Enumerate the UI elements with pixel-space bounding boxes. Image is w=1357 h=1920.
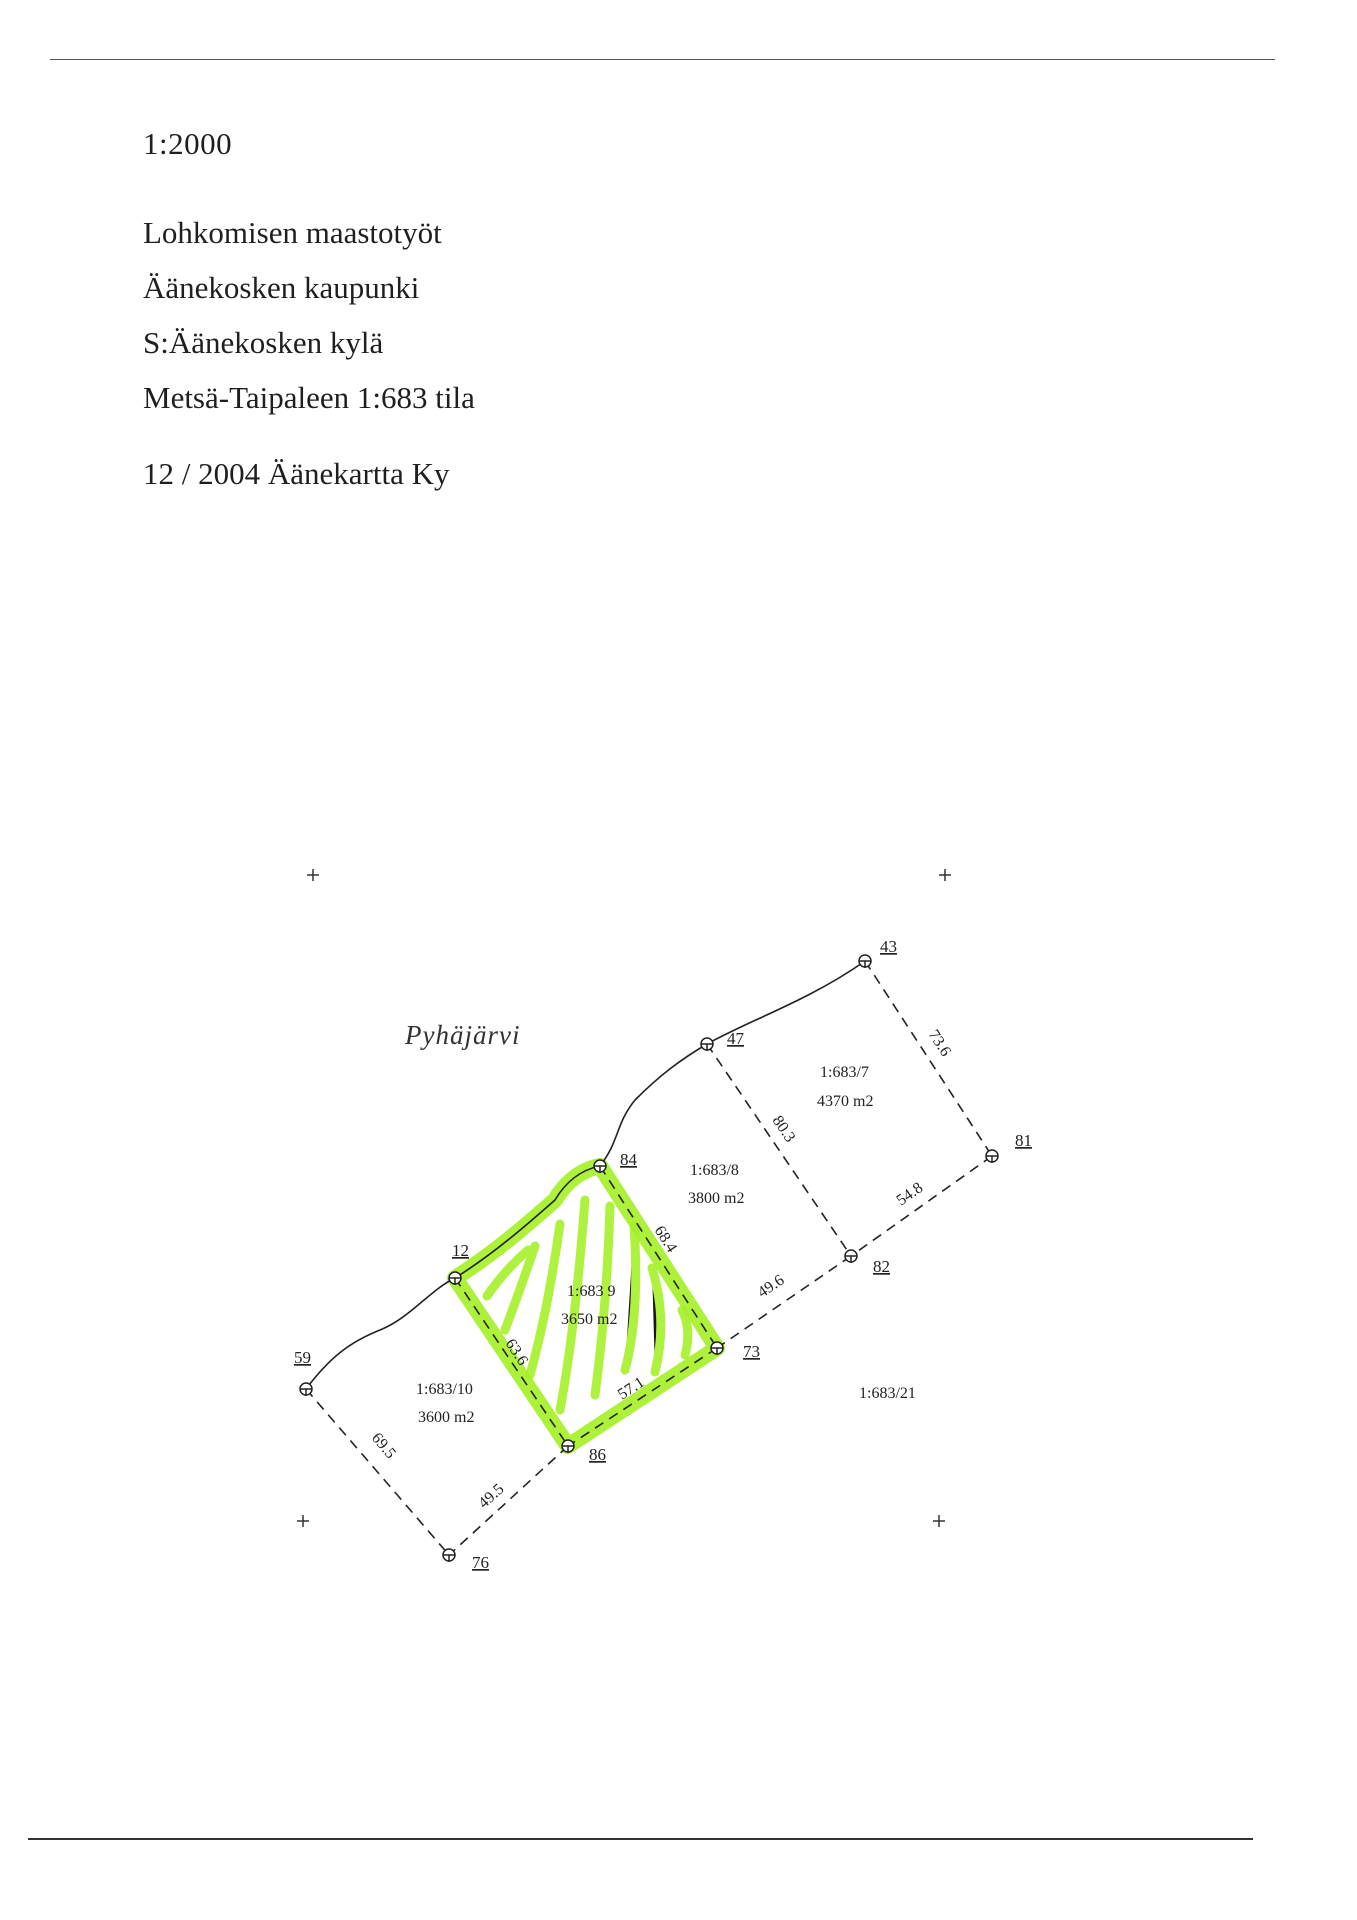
marker-59 — [300, 1383, 312, 1396]
boundary-43-81 — [865, 961, 992, 1156]
boundary-81-82 — [851, 1156, 992, 1256]
distance-81-82: 54.8 — [893, 1179, 927, 1210]
point-label-76: 76 — [472, 1553, 489, 1572]
point-label-12: 12 — [452, 1241, 469, 1260]
marker-84 — [594, 1160, 606, 1173]
title-line-survey: Lohkomisen maastotyöt — [143, 215, 442, 250]
parcel-area-1-683-7: 4370 m2 — [817, 1093, 874, 1110]
bottom-rule — [28, 1838, 1253, 1840]
marker-86 — [562, 1440, 574, 1453]
point-label-73: 73 — [743, 1342, 760, 1361]
parcel-area-1-683-8: 3800 m2 — [688, 1190, 745, 1207]
boundary-86-76 — [449, 1446, 568, 1555]
marker-47 — [701, 1038, 713, 1051]
point-label-82: 82 — [873, 1257, 890, 1276]
marker-43 — [859, 955, 871, 968]
marker-12 — [449, 1272, 461, 1285]
parcel-area-1-683-9: 3650 m2 — [561, 1311, 618, 1328]
distance-73-86: 57.1 — [614, 1373, 648, 1404]
point-label-81: 81 — [1015, 1131, 1032, 1150]
parcel-area-1-683-10: 3600 m2 — [418, 1409, 475, 1426]
cross-mark-top-left — [307, 869, 319, 881]
point-label-43: 43 — [880, 937, 897, 956]
lake-label: Pyhäjärvi — [405, 1020, 521, 1050]
parcel-id-1-683-10: 1:683/10 — [416, 1381, 473, 1398]
distance-59-76: 69.5 — [367, 1429, 399, 1463]
highlighted-parcel — [455, 1166, 717, 1446]
map-scale: 1:2000 — [143, 126, 233, 161]
point-label-47: 47 — [727, 1029, 744, 1048]
cross-mark-bottom-left — [297, 1515, 309, 1527]
point-label-84: 84 — [620, 1150, 637, 1169]
marker-81 — [986, 1150, 998, 1163]
parcel-id-1-683-7: 1:683/7 — [820, 1064, 869, 1081]
date-company-line: 12 / 2004 Äänekartta Ky — [143, 456, 450, 491]
distance-43-81: 73.6 — [924, 1026, 955, 1060]
title-line-municipality: Äänekosken kaupunki — [143, 270, 420, 305]
distance-47-82: 80.3 — [768, 1112, 799, 1146]
marker-73 — [711, 1342, 723, 1355]
marker-76 — [443, 1549, 455, 1562]
distance-12-86: 63.6 — [501, 1335, 532, 1369]
distance-86-76: 49.5 — [475, 1480, 508, 1512]
cross-mark-bottom-right — [933, 1515, 945, 1527]
parcel-id-1-683-21: 1:683/21 — [859, 1385, 916, 1402]
parcel-id-1-683-8: 1:683/8 — [690, 1162, 739, 1179]
title-line-estate: Metsä-Taipaleen 1:683 tila — [143, 380, 475, 415]
cross-mark-top-right — [939, 869, 951, 881]
title-line-village: S:Äänekosken kylä — [143, 325, 384, 360]
boundary-82-73 — [717, 1256, 851, 1348]
point-label-59: 59 — [294, 1348, 311, 1367]
parcel-id-1-683-9: 1:683 9 — [567, 1283, 616, 1300]
distance-84-73: 68.4 — [650, 1222, 681, 1256]
marker-82 — [845, 1250, 857, 1263]
distance-82-73: 49.6 — [754, 1271, 788, 1302]
point-label-86: 86 — [589, 1445, 606, 1464]
